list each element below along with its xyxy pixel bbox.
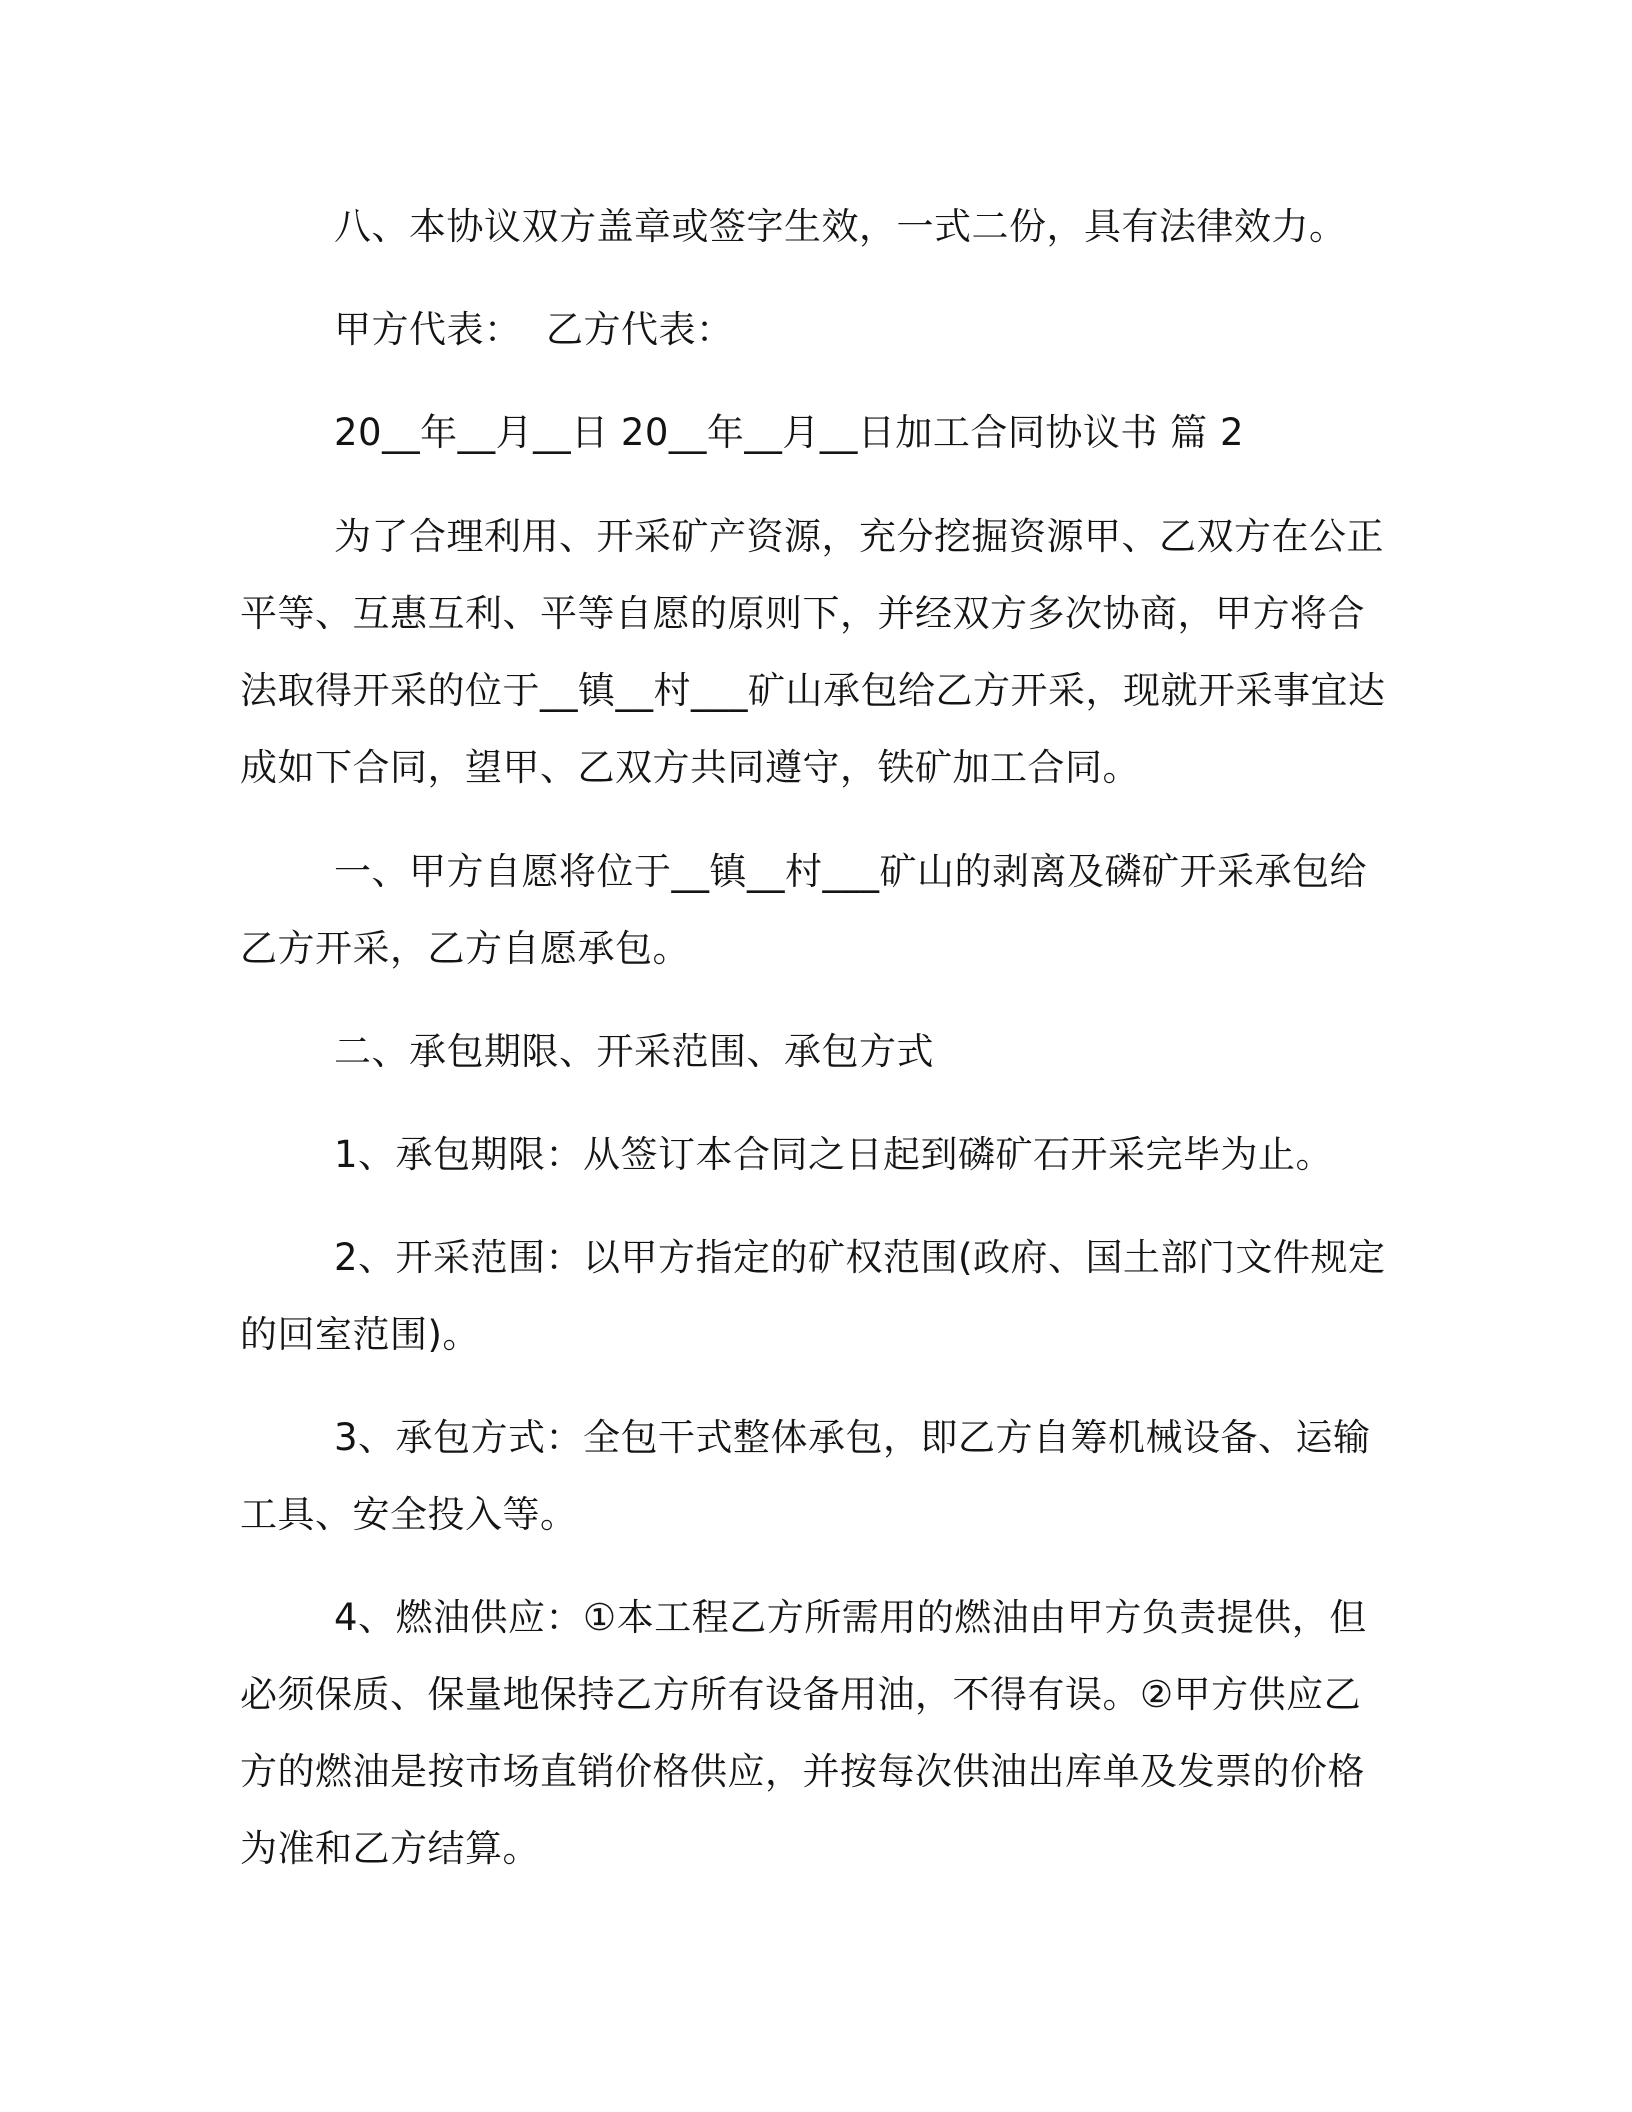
signature-representatives: 甲方代表： 乙方代表： — [334, 308, 734, 351]
document-body — [240, 188, 1390, 1913]
clause-2-4-fuel-supply: 4、燃油供应：①本工程乙方所需用的燃油由甲方负责提供，但必须保质、保量地保持乙方所有设备用油，不得有误。②甲方供应乙方的燃油是按市场直销价格供应，并按每次供油出库单及发票的价格为准和乙方结算。 — [240, 1596, 1367, 1870]
clause-8-effectiveness: 八、本协议双方盖章或签字生效，一式二份，具有法律效力。 — [334, 205, 1347, 248]
clause-2-2-scope: 2、开采范围：以甲方指定的矿权范围(政府、国土部门文件规定的回室范围)。 — [240, 1236, 1386, 1356]
clause-2-3-method: 3、承包方式：全包干式整体承包，即乙方自筹机械设备、运输工具、安全投入等。 — [240, 1416, 1371, 1536]
clause-1-contracting: 一、甲方自愿将位于__镇__村___矿山的剥离及磷矿开采承包给乙方开采，乙方自愿承包。 — [240, 850, 1367, 970]
signature-date-and-title: 20__年__月__日 20__年__月__日加工合同协议书 篇 2 — [334, 411, 1244, 454]
clause-2-heading: 二、承包期限、开采范围、承包方式 — [334, 1030, 934, 1073]
clause-2-1-term: 1、承包期限：从签订本合同之日起到磷矿石开采完毕为止。 — [334, 1133, 1334, 1176]
preamble-paragraph: 为了合理利用、开采矿产资源，充分挖掘资源甲、乙双方在公正平等、互惠互利、平等自愿的原则下，并经双方多次协商，甲方将合法取得开采的位于__镇__村___矿山承包给乙方开采，现就开采事宜达成如下合同，望甲、乙双方共同遵守，铁矿加工合同。 — [240, 515, 1386, 789]
